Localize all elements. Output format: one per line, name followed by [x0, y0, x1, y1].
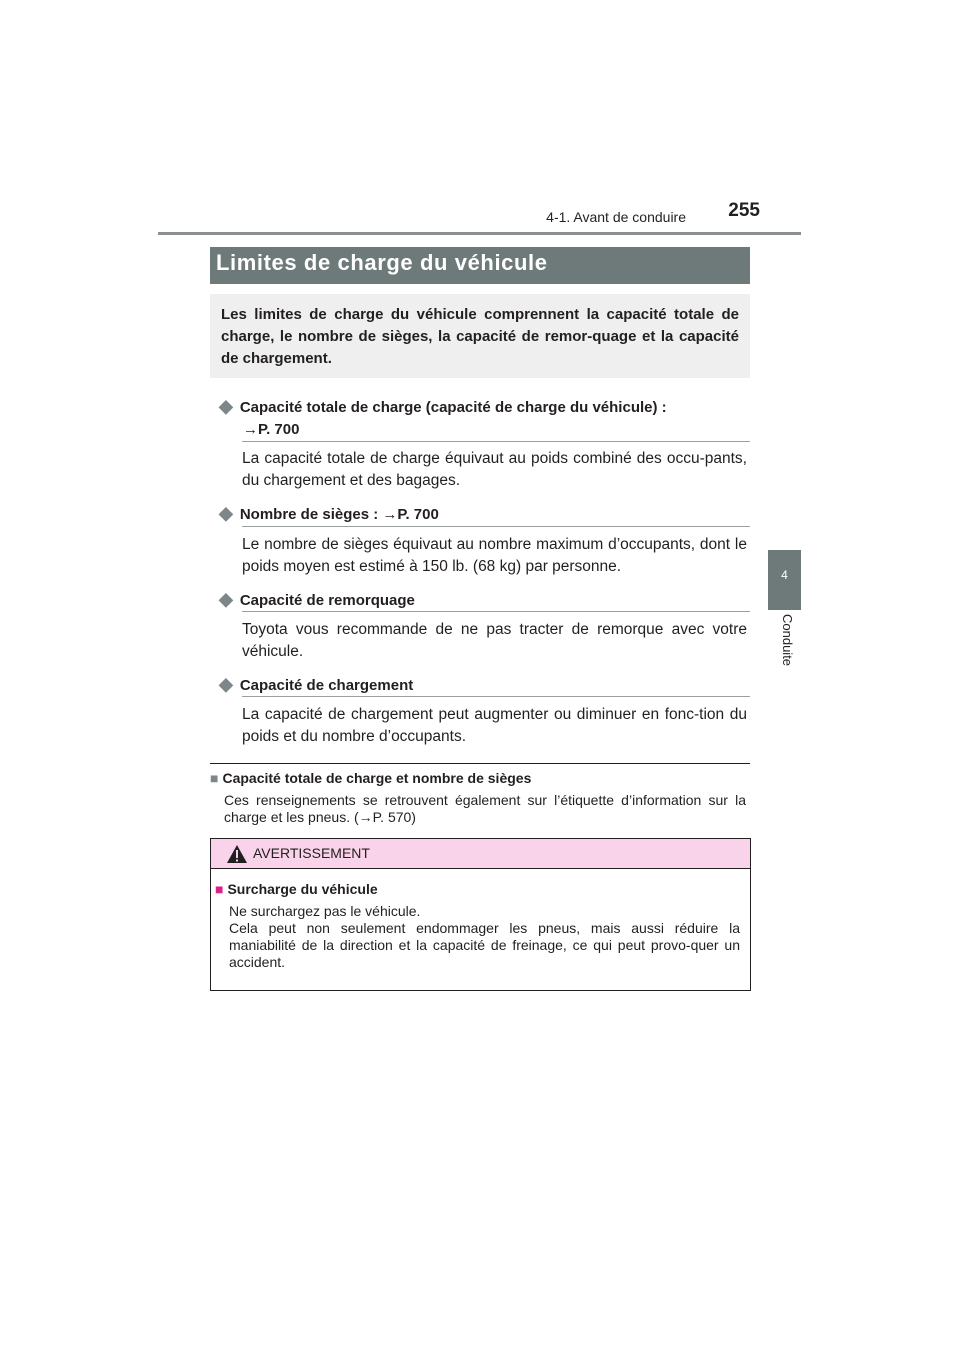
item-heading-3 [219, 588, 747, 612]
item-heading-1-ref: →P. 700 [243, 421, 300, 438]
diamond-icon: ◆ [219, 396, 233, 416]
warning-line-2: Cela peut non seulement endommager les pneus, mais aussi réduire la maniabilité de la direction et la capacité de freinage, ce qui peut provo-quer un accident. [229, 920, 740, 970]
warning-box [210, 838, 751, 991]
page-number: 255 [728, 200, 760, 221]
item-heading-3-text: Capacité de remorquage [239, 592, 415, 609]
square-icon: ■ [215, 881, 224, 897]
warning-triangle-icon [226, 844, 248, 864]
square-icon: ■ [210, 770, 219, 786]
warning-subheading [215, 881, 378, 897]
item-rule-4 [242, 696, 750, 697]
page-title: Limites de charge du véhicule [216, 250, 548, 275]
item-heading-2-text: Nombre de sièges : →P. 700 [239, 506, 439, 523]
item-heading-1 [219, 395, 747, 441]
warning-line-1: Ne surchargez pas le véhicule. [229, 903, 421, 919]
diamond-icon: ◆ [219, 589, 233, 609]
warning-label: AVERTISSEMENT [253, 845, 370, 861]
note-heading-text: Capacité totale de charge et nombre de sièges [222, 770, 532, 786]
item-heading-1-text: Capacité totale de charge (capacité de charge du véhicule) : [239, 399, 667, 416]
item-body-4: La capacité de chargement peut augmenter ou diminuer en fonc-tion du poids et du nombre d’occupants. [242, 706, 747, 745]
diamond-icon: ◆ [219, 674, 233, 694]
item-body-3: Toyota vous recommande de ne pas tracter de remorque avec votre véhicule. [242, 621, 747, 660]
warning-header [211, 839, 750, 869]
item-rule-3 [242, 611, 750, 612]
section-divider [210, 763, 750, 764]
intro-text: Les limites de charge du véhicule comprennent la capacité totale de charge, le nombre de sièges, la capacité de remor-quage et la capacité de chargement. [221, 306, 739, 367]
diamond-icon: ◆ [219, 503, 233, 523]
note-body: Ces renseignements se retrouvent également sur l’étiquette d’information sur la charge et les pneus. (→P. 570) [224, 792, 746, 825]
warning-body [229, 903, 740, 971]
item-rule-1 [242, 441, 750, 442]
item-body-1: La capacité totale de charge équivaut au poids combiné des occu-pants, du chargement et des bagages. [242, 450, 747, 489]
note-heading [210, 770, 531, 786]
item-heading-4-text: Capacité de chargement [239, 677, 414, 694]
header-section: 4-1. Avant de conduire [546, 209, 686, 225]
warning-subheading-text: Surcharge du véhicule [227, 881, 378, 897]
intro-box [210, 294, 750, 378]
chapter-tab-label: Conduite [780, 614, 795, 667]
item-body-2: Le nombre de sièges équivaut au nombre maximum d’occupants, dont le poids moyen est estimé à 150 lb. (68 kg) par personne. [242, 536, 747, 575]
item-heading-4 [219, 673, 747, 697]
item-rule-2 [242, 526, 750, 527]
item-heading-2 [219, 502, 747, 526]
header-rule [158, 232, 801, 235]
chapter-tab-number: 4 [781, 568, 788, 582]
